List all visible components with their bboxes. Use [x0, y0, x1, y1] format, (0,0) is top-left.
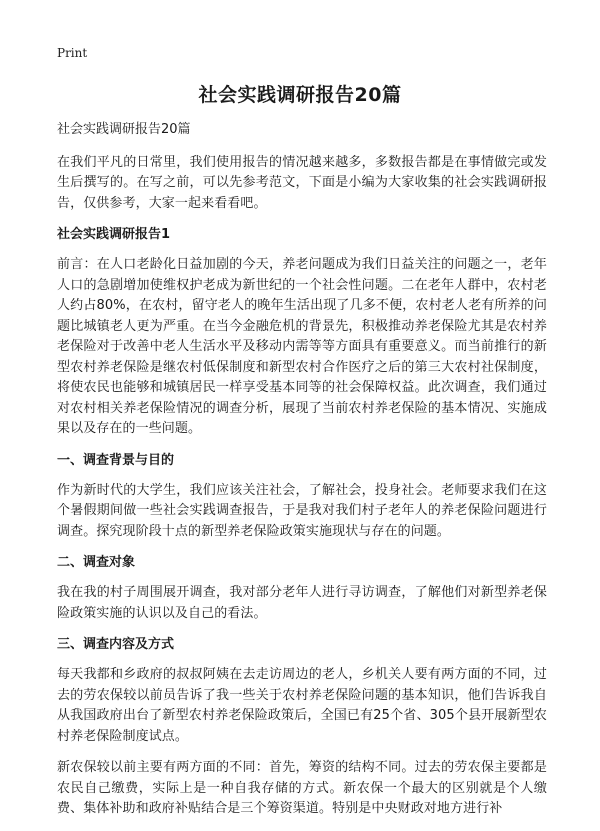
preface-paragraph: 前言：在人口老龄化日益加剧的今天，养老问题成为我们日益关注的问题之一，老年人口的急剧增加使维权护老成为新世纪的一个社会性问题。二在老年人群中，农村老人约占80%，在农村，留守老人的晚年生活出现了几多不便，农村老人老有所养的问题比城镇老人更为严重。在当今金融危机的背景先，积极推动养老保险尤其是农村养老保险对于改善中老人生活水平及移动内需等等方面具有重要意义。而当前推行的新型农村养老保险是继农村低保制度和新型农村合作医疗之后的第三大农村社保制度，将使农民也能够和城镇居民一样享受基本同等的社会保障权益。此次调查，我们通过对农村相关养老保险情况的调查分析，展现了当前农村养老保险的基本情况、实施成果以及存在的一些问题。 [57, 257, 547, 436]
section-3-paragraph-1: 每天我都和乡政府的叔叔阿姨在去走访周边的老人，乡机关人要有两方面的不同，过去的劳农保较以前员告诉了我一些关于农村养老保险问题的基本知识，他们告诉我自从我国政府出台了新型农村养老保险政策后，全国已有25个省、305个县开展新型农村养老保险制度试点。 [57, 667, 547, 744]
report-1-heading: 社会实践调研报告1 [57, 227, 171, 242]
section-1-heading: 一、调查背景与目的 [57, 452, 175, 468]
section-1-paragraph: 作为新时代的大学生，我们应该关注社会，了解社会，投身社会。老师要求我们在这个暑假期间做一些社会实践调查报告，于是我对我们村子老年人的养老保险问题进行调查。探究现阶段十点的新型养老保险政策实施现状与存在的问题。 [57, 482, 547, 539]
section-3-paragraph-2: 新农保较以前主要有两方面的不同：首先，筹资的结构不同。过去的劳农保主要都是农民自己缴费，实际上是一种自我存储的方式。新农保一个最大的区别就是个人缴费、集体补助和政府补贴结合是三个筹资渠道。特别是中央财政对地方进行补 [57, 760, 547, 816]
intro-paragraph: 在我们平凡的日常里，我们使用报告的情况越来越多，多数报告都是在事情做完或发生后撰写的。在写之前，可以先参考范文，下面是小编为大家收集的社会实践调研报告，仅供参考，大家一起来看看吧。 [57, 154, 547, 211]
page-title: 社会实践调研报告20篇 [198, 84, 402, 106]
section-2-heading: 二、调查对象 [57, 555, 136, 570]
document-body [57, 120, 547, 831]
print-link[interactable]: Print [57, 46, 88, 60]
section-2-paragraph: 我在我的村子周围展开调查，我对部分老年人进行寻访调查，了解他们对新型养老保险政策实施的认识以及自己的看法。 [57, 585, 547, 621]
section-3-heading: 三、调查内容及方式 [57, 637, 175, 652]
document-subtitle: 社会实践调研报告20篇 [57, 122, 191, 137]
